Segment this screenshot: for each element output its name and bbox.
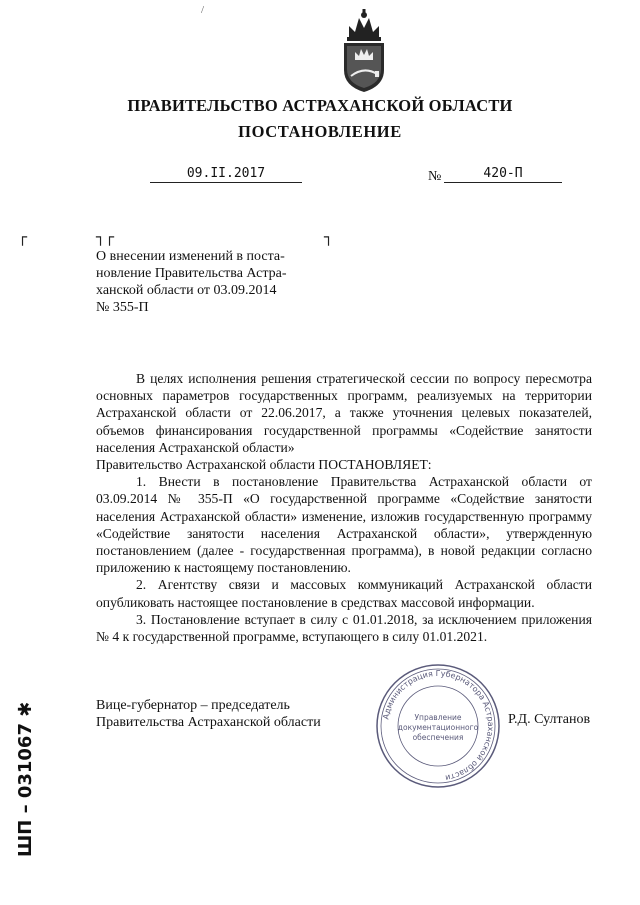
subject-line: О внесении изменений в поста- bbox=[96, 249, 285, 264]
item-paragraph: 3. Постановление вступает в силу с 01.01.2018, за исключением приложения № 4 к государственной программе, вступающего в силу 01.01.2021. bbox=[96, 611, 592, 645]
subject-line: ханской области от 03.09.2014 bbox=[96, 283, 277, 298]
resolves-line: Правительство Астраханской области ПОСТАНОВЛЯЕТ: bbox=[96, 457, 432, 473]
coat-of-arms-emblem bbox=[335, 8, 393, 94]
corner-mark-subject-right: ┐ bbox=[324, 228, 334, 246]
preamble-paragraph: В целях исполнения решения стратегической сессии по вопросу пересмотра основных параметров государственных программ, реализуемых на территории Астраханской области от 22.06.2017, а также уточнения целевых показателей, объемов финансирования государственной программы «Содействие занятости населения Астраханской области» bbox=[96, 371, 592, 455]
document-number: 420-П bbox=[444, 166, 562, 183]
number-label: № bbox=[428, 169, 442, 184]
signatory-position bbox=[96, 697, 321, 731]
subject-line: новление Правительства Астра- bbox=[96, 266, 287, 281]
document-date: 09.II.2017 bbox=[150, 166, 302, 183]
signatory-name: Р.Д. Султанов bbox=[508, 712, 591, 727]
stamp-center-line: документационного bbox=[397, 723, 479, 732]
government-title: ПРАВИТЕЛЬСТВО АСТРАХАНСКОЙ ОБЛАСТИ bbox=[127, 96, 513, 115]
corner-mark-subject-left: ┐┌ bbox=[96, 228, 115, 246]
subject-line: № 355-П bbox=[96, 300, 149, 315]
document-subject bbox=[96, 248, 336, 316]
item-paragraph: 1. Внести в постановление Правительства Астраханской области от 03.09.2014 № 355-П «О государственной программе «Содействие занятости населения Астраханской области» изменение, изложив государственную программу «Содействие занятости населения Астраханской области», утвержденную постановлением (далее - государственная программа), в новой редакции согласно приложению к настоящему постановлению. bbox=[96, 474, 592, 576]
stamp-center-line: Управление bbox=[414, 713, 462, 722]
document-body bbox=[96, 370, 592, 645]
item-paragraph: 2. Агентству связи и массовых коммуникаций Астраханской области опубликовать настоящее постановление в средствах массовой информации. bbox=[96, 577, 592, 610]
document-type: ПОСТАНОВЛЕНИЕ bbox=[238, 122, 402, 141]
pen-mark: / bbox=[201, 4, 205, 16]
stamp-center-line: обеспечения bbox=[412, 733, 464, 742]
stamp-ring-text: Администрация Губернатора Астраханской области bbox=[381, 668, 496, 783]
position-line: Вице-губернатор – председатель bbox=[96, 698, 290, 713]
corner-mark-left: ┌ bbox=[18, 228, 28, 246]
side-serial-code-text: ШП – 031067 ✱ bbox=[15, 701, 36, 857]
position-line: Правительства Астраханской области bbox=[96, 715, 321, 730]
official-stamp bbox=[374, 662, 502, 790]
side-serial-code bbox=[10, 700, 38, 860]
